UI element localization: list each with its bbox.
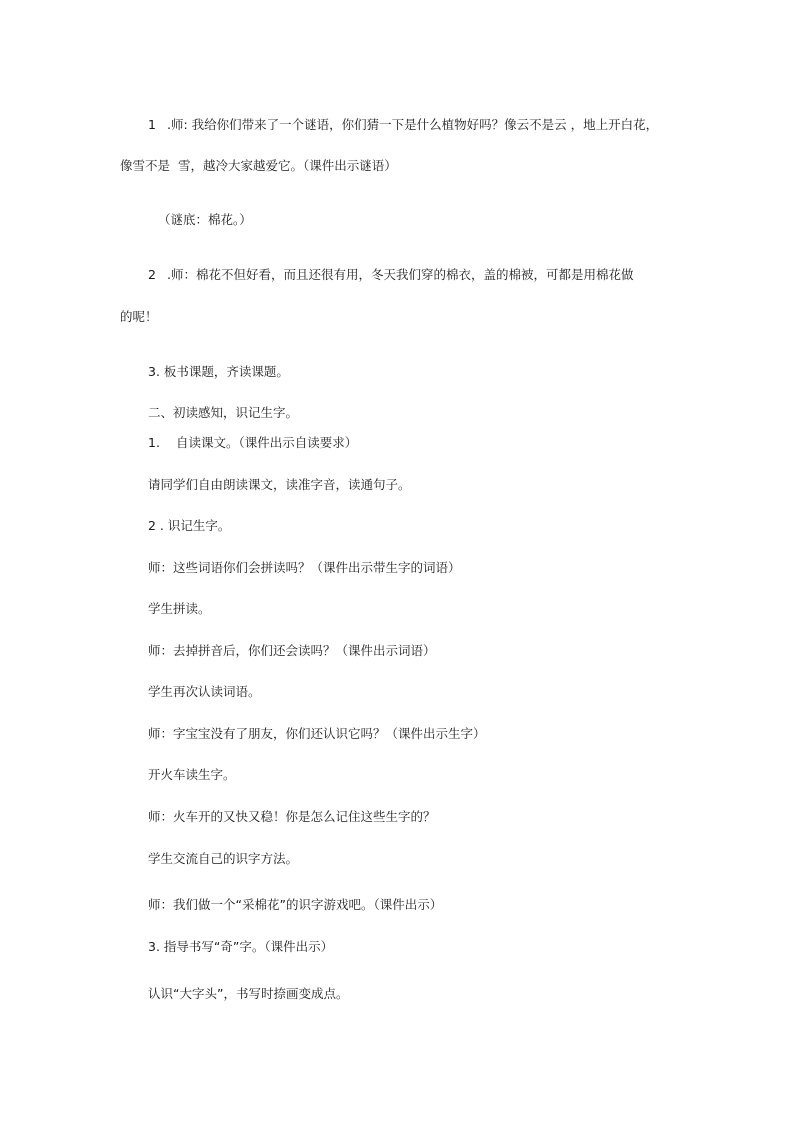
item-2-text: .师：棉花不但好看，而且还很有用，冬天我们穿的棉衣，盖的棉被，可都是用棉花做 xyxy=(167,267,634,282)
teacher-question-4: 师：火车开的又快又稳！你是怎么记住这些生字的？ xyxy=(148,809,436,824)
step-2-heading: 2 . 识记生字。 xyxy=(148,518,231,533)
step-3-body: 认识“大字头”，书写时捺画变成点。 xyxy=(148,986,349,1001)
teacher-question-2: 师：去掉拼音后，你们还会读吗？（课件出示词语） xyxy=(148,643,436,658)
student-answer-2: 学生再次认读词语。 xyxy=(148,684,261,699)
teacher-question-1: 师：这些词语你们会拼读吗？（课件出示带生字的词语） xyxy=(148,560,461,575)
step-3-heading: 3. 指导书写“奇”字。（课件出示） xyxy=(148,939,334,954)
step-1-body: 请同学们自由朗读课文，读准字音，读通句子。 xyxy=(148,477,411,492)
item-1-continuation: 像雪不是 雪，越冷大家越爱它。（课件出示谜语） xyxy=(120,158,397,173)
item-3-text: 3. 板书课题，齐读课题。 xyxy=(148,364,289,379)
item-1-number: 1 xyxy=(148,117,156,132)
item-1-text: .师: 我给你们带来了一个谜语，你们猜一下是什么植物好吗？像云不是云 ，地上开白花， xyxy=(167,117,659,132)
step-1-text: 自读课文。（课件出示自读要求） xyxy=(176,435,358,450)
item-2-number: 2 xyxy=(148,267,156,282)
riddle-answer: （谜底：棉花。） xyxy=(158,212,252,227)
student-answer-3: 开火车读生字。 xyxy=(148,767,236,782)
student-answer-4: 学生交流自己的识字方法。 xyxy=(148,851,299,866)
teacher-question-5: 师：我们做一个“采棉花”的识字游戏吧。（课件出示） xyxy=(148,897,443,912)
student-answer-1: 学生拼读。 xyxy=(148,601,211,616)
item-2-continuation: 的呢！ xyxy=(120,309,158,324)
teacher-question-3: 师：字宝宝没有了朋友，你们还认识它吗？（课件出示生字） xyxy=(148,726,486,741)
section-2-heading: 二、初读感知，识记生字。 xyxy=(148,405,299,420)
step-1-number: 1. xyxy=(148,435,160,450)
